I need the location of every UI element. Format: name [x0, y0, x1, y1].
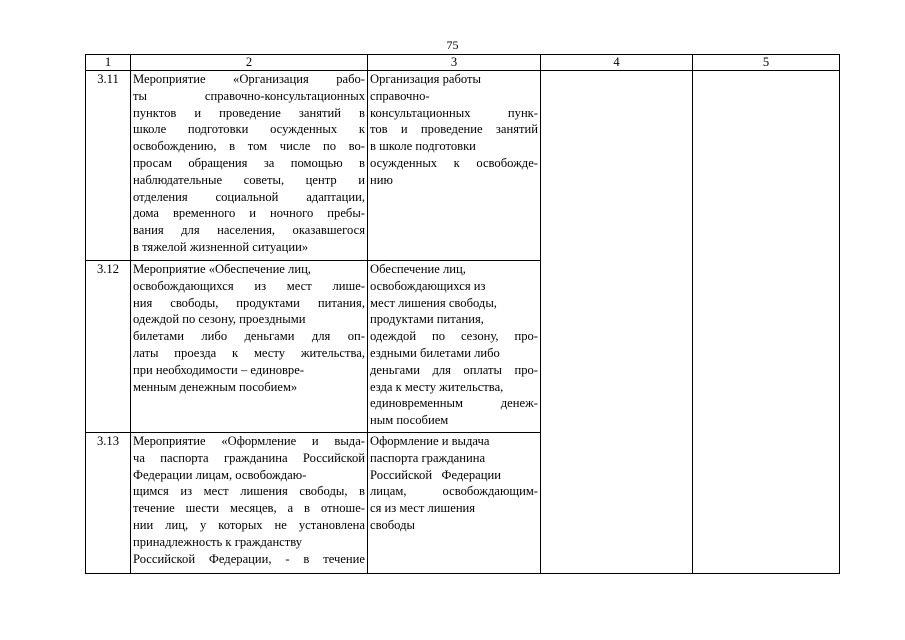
text-line: Мероприятие «Оформление и выда-	[133, 434, 365, 448]
header-row	[86, 55, 840, 71]
empty-cell-col-4	[541, 71, 693, 574]
measure-title-cell	[131, 433, 368, 574]
empty-cell-col-5	[693, 71, 840, 574]
text-line: Мероприятие «Организация рабо-	[133, 72, 365, 86]
text-line: ты справочно-консультационных	[133, 88, 365, 103]
text-line: ча паспорта гражданина Российской	[133, 450, 365, 465]
text-line: мест лишения свободы,	[370, 295, 497, 310]
text-line: осужденных к освобожде-	[370, 155, 538, 170]
text-line: просам обращения за помощью в	[133, 155, 365, 170]
text-line: Федерации лицам, освобождаю-	[133, 467, 307, 482]
header-col-3: 3	[368, 55, 541, 71]
measure-title-cell	[131, 71, 368, 261]
text-line: лицам, освобождающим-	[370, 484, 538, 499]
text-line: освобождающихся из мест лише-	[133, 278, 365, 293]
text-line: менным денежным пособием»	[133, 379, 298, 394]
text-line: тов и проведение занятий	[370, 122, 538, 137]
text-line: паспорта гражданина	[370, 450, 486, 465]
row-number: 3.13	[86, 433, 131, 574]
text-line: принадлежность к гражданству	[133, 534, 303, 549]
header-col-2: 2	[131, 55, 368, 71]
text-line: дома временного и ночного пребы-	[133, 206, 365, 221]
text-line: ния свободы, продуктами питания,	[133, 295, 365, 310]
text-line: Российской Федерации, - в течение	[133, 551, 365, 566]
text-line: отделения социальной адаптации,	[133, 189, 365, 204]
measure-description-cell	[368, 261, 541, 433]
text-line: ным пособием	[370, 413, 449, 428]
text-line: ездными билетами либо	[370, 345, 500, 360]
row-number: 3.12	[86, 261, 131, 433]
text-line: в тяжелой жизненной ситуации»	[133, 239, 309, 254]
text-line: школе подготовки осужденных к	[133, 122, 365, 137]
text-line: билетами либо деньгами для оп-	[133, 329, 365, 344]
text-line: течение шести месяцев, а в отноше-	[133, 501, 365, 516]
text-line: нии лиц, у которых не установлена	[133, 517, 365, 532]
text-line: щимся из мест лишения свободы, в	[133, 484, 365, 499]
text-line: консультационных пунк-	[370, 105, 538, 120]
header-col-1: 1	[86, 55, 131, 71]
text-line: в школе подготовки	[370, 139, 476, 154]
text-line: продуктами питания,	[370, 312, 484, 327]
measure-title-cell	[131, 261, 368, 433]
measure-description-cell	[368, 71, 541, 261]
text-line: освобождающихся из	[370, 278, 486, 293]
text-line: езда к месту жительства,	[370, 379, 504, 394]
text-line: пунктов и проведение занятий в	[133, 105, 365, 120]
table-row	[86, 71, 840, 261]
header-col-4: 4	[541, 55, 693, 71]
text-line: одеждой по сезону, проездными	[133, 312, 306, 327]
text-line: единовременным денеж-	[370, 396, 538, 411]
text-line: ся из мест лишения	[370, 501, 476, 516]
text-line: свободы	[370, 517, 415, 532]
text-line: латы проезда к месту жительства,	[133, 345, 365, 360]
text-line: Обеспечение лиц,	[370, 262, 466, 276]
text-line: справочно-	[370, 88, 430, 103]
measure-description-cell	[368, 433, 541, 574]
row-number: 3.11	[86, 71, 131, 261]
text-line: вания для населения, оказавшегося	[133, 223, 365, 238]
text-line: освобождению, в том числе по во-	[133, 139, 365, 154]
text-line: одеждой по сезону, про-	[370, 329, 538, 344]
text-line: при необходимости – единовре-	[133, 362, 305, 377]
text-line: нию	[370, 172, 393, 187]
text-line: Оформление и выдача	[370, 434, 490, 448]
measures-table	[85, 54, 840, 574]
text-line: Организация работы	[370, 72, 482, 86]
text-line: Российской Федерации	[370, 467, 501, 482]
text-line: Мероприятие «Обеспечение лиц,	[133, 262, 311, 276]
text-line: деньгами для оплаты про-	[370, 362, 538, 377]
text-line: наблюдательные советы, центр и	[133, 172, 365, 187]
page-number: 75	[446, 38, 459, 52]
header-col-5: 5	[693, 55, 840, 71]
